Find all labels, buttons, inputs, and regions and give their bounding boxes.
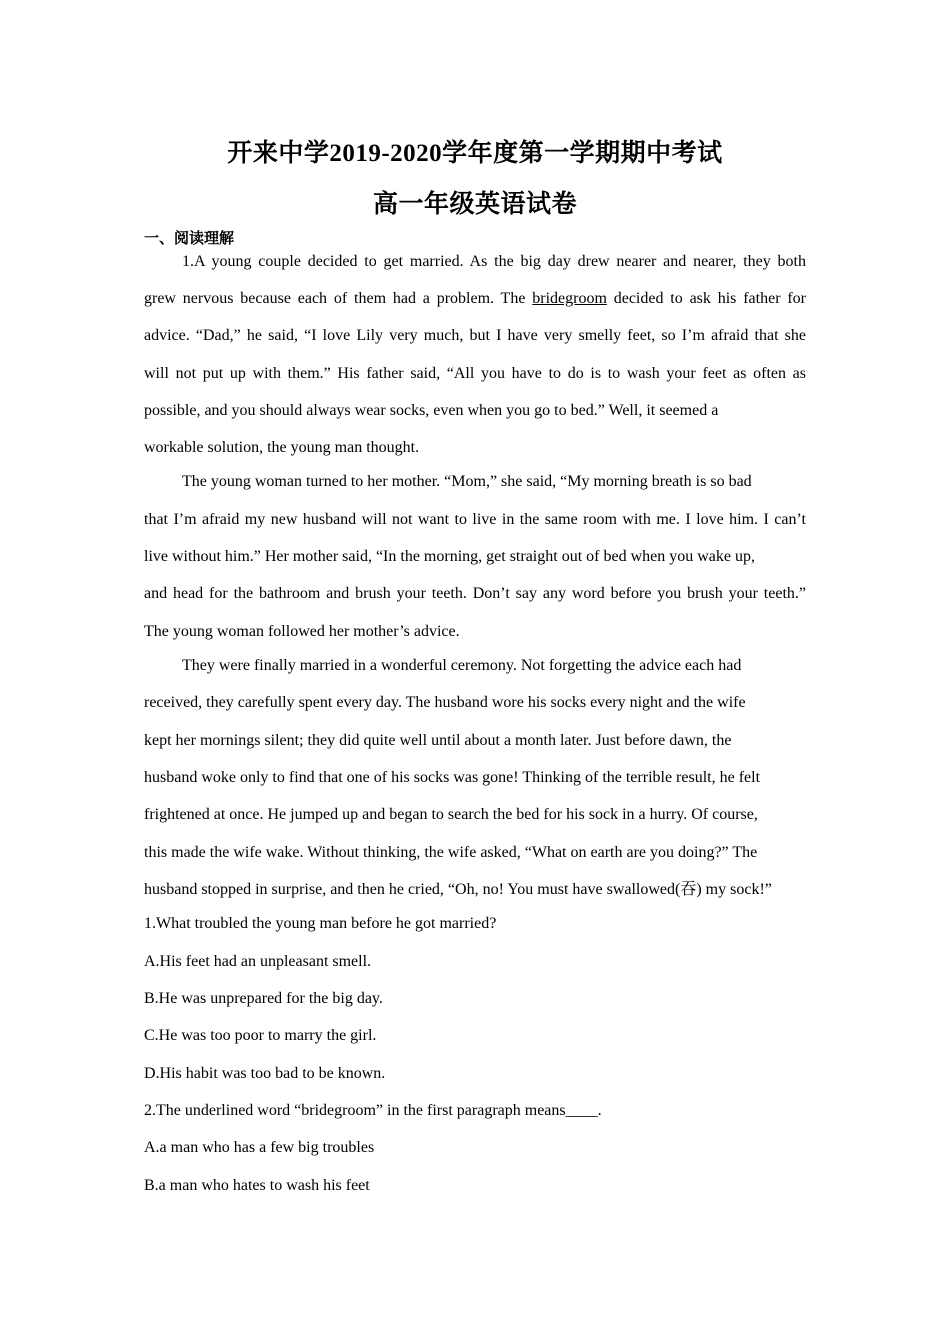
passage-text: grew nervous because each of them had a problem. The [144,290,533,307]
passage-line: and head for the bathroom and brush your teeth. Don’t say any word before you brush your teeth.” [144,585,806,602]
passage-line: possible, and you should always wear socks, even when you go to bed.” Well, it seemed a [144,402,719,419]
passage-line: received, they carefully spent every day. The husband wore his socks every night and the wife [144,694,746,711]
answer-option-d: D.His habit was too bad to be known. [144,1065,386,1082]
passage-line: advice. “Dad,” he said, “I love Lily very much, but I have very smelly feet, so I’m afraid that she [144,327,806,344]
answer-option-c: C.He was too poor to marry the girl. [144,1027,377,1044]
underlined-word: bridegroom [532,290,607,307]
passage-line: The young woman turned to her mother. “Mom,” she said, “My morning breath is so bad [182,473,752,490]
passage-line: husband stopped in surprise, and then he cried, “Oh, no! You must have swallowed(吞) my sock!” [144,881,772,898]
passage-line: this made the wife wake. Without thinking, the wife asked, “What on earth are you doing?” The [144,844,758,861]
passage-line: frightened at once. He jumped up and began to search the bed for his sock in a hurry. Of course, [144,806,758,823]
passage-line: kept her mornings silent; they did quite well until about a month later. Just before dawn, the [144,732,732,749]
passage-line: workable solution, the young man thought. [144,439,420,456]
passage-line: 1.A young couple decided to get married. As the big day drew nearer and nearer, they both [182,253,806,270]
question-stem: 1.What troubled the young man before he got married? [144,915,497,932]
section-heading-reading: 一、阅读理解 [144,229,235,247]
passage-line: husband woke only to find that one of his socks was gone! Thinking of the terrible result, he felt [144,769,761,786]
passage-line: live without him.” Her mother said, “In the morning, get straight out of bed when you wake up, [144,548,755,565]
passage-text: decided to ask his father for [606,290,807,307]
question-stem: 2.The underlined word “bridegroom” in the first paragraph means____. [144,1102,602,1119]
passage-line: will not put up with them.” His father said, “All you have to do is to wash your feet as often as [144,365,806,382]
answer-option-b: B.a man who hates to wash his feet [144,1177,370,1194]
answer-option-b: B.He was unprepared for the big day. [144,990,383,1007]
passage-line [144,289,806,309]
answer-option-a: A.a man who has a few big troubles [144,1139,375,1156]
passage-line: The young woman followed her mother’s advice. [144,623,460,640]
passage-line: They were finally married in a wonderful ceremony. Not forgetting the advice each had [182,657,742,674]
exam-subtitle: 高一年级英语试卷 [372,191,577,218]
passage-line: that I’m afraid my new husband will not want to live in the same room with me. I love him. I can’t [144,511,806,528]
answer-option-a: A.His feet had an unpleasant smell. [144,953,372,970]
exam-title: 开来中学2019-2020学年度第一学期期中考试 [227,140,723,167]
